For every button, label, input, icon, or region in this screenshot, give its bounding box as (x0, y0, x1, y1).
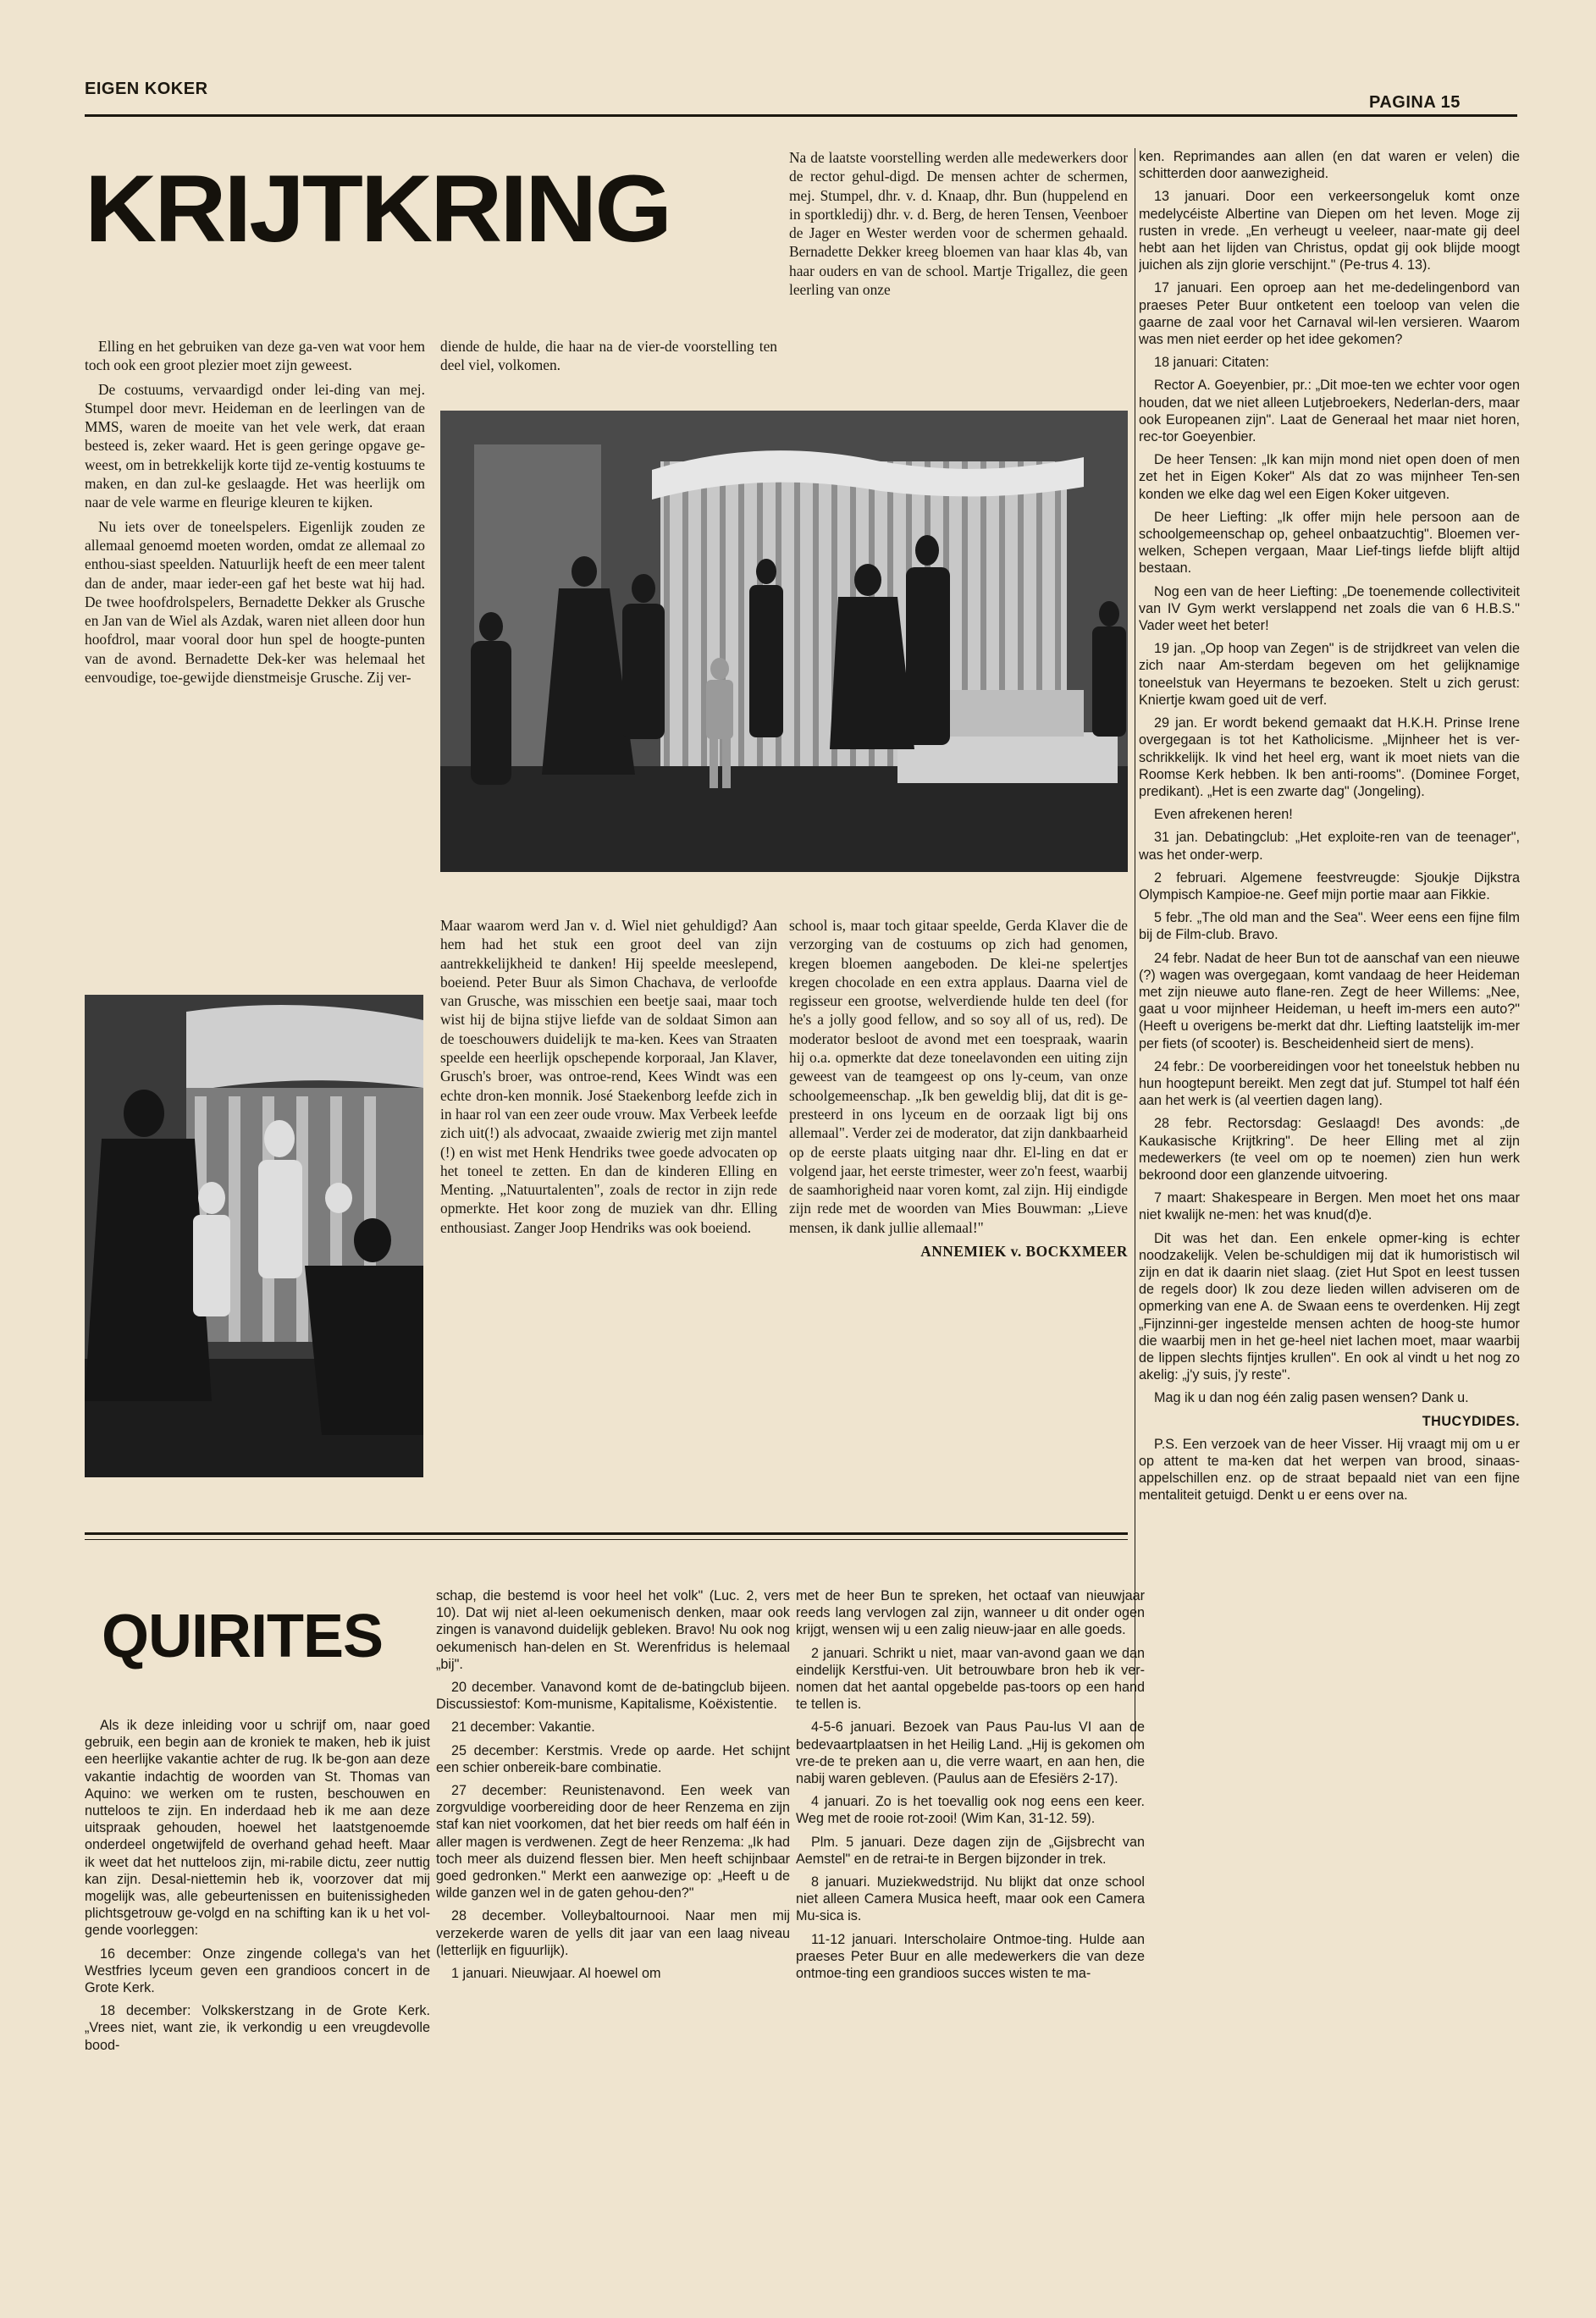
krijtkring-column-2-bottom (440, 916, 777, 1479)
paragraph: 2 februari. Algemene feestvreugde: Sjoukje Dijkstra Olympisch Kampioe-ne. Geef mijn portie maar aan Fikkie. (1139, 869, 1520, 902)
quirites-column-4 (1139, 148, 1520, 2282)
paragraph: Na de laatste voorstelling werden alle medewerkers door de rector gehul-digd. De mensen achter de schermen, mej. Stumpel, dhr. v. d. Knaap, dhr. Bun (huppelend en in sportkledij) dhr. v. d. Berg, de heren Tensen, Veenboer de Jager en Wester werden voor de schermen gehaald. Bernadette Dekker kreeg bloemen van haar klas 4b, van haar ouders en van de school. Martje Trigallez, die geen leerling van onze (789, 149, 1128, 299)
paragraph: Maar waarom werd Jan v. d. Wiel niet gehuldigd? Aan hem had het stuk een groot deel van zijn aantrekkelijkheid te danken! Hij speelde meeslepend, boeiend. Peter Buur als Simon Chachava, de verloofde van Grusche, was misschien een beetje saai, maar toch wist hij de bijna stijve liefde van de soldaat Simon aan de toeschouwers duidelijk te ma-ken. Kees van Straaten speelde een heerlijk opschepende korporaal, Jan Klaver, Grusch's broer, was ontroe-rend, Kees Windt was een echte dron-ken monnik. José Staekenborg leefde zich in in haar rol van een zeer oude vrouw. Max Verbeek leefde zich uit(!) als advocaat, zwaaide zwierig met zijn mantel (!) en wist met Henk Hendriks twee goede advocaten op het toneel te zetten. En dan de kinderen Elling en Menting. „Natuurtalenten", zoals de rector in zijn rede opmerkte. Het koor zong de muziek van dhr. Elling enthousiast. Zanger Joop Hendriks was ook boeiend. (440, 917, 777, 1236)
krijtkring-column-1 (85, 337, 425, 960)
krijtkring-column-3-top (789, 148, 1128, 388)
paragraph: 18 januari: Citaten: (1154, 355, 1269, 371)
paragraph: Nu iets over de toneelspelers. Eigenlijk zouden ze allemaal genoemd moeten worden, omdat ze allemaal zo enthou-siast speelden. Natuurlijk heeft de een meer talent dan de ander, maar ieder-een gaf het beste wat hij had. De twee hoofdrolspelers, Bernadette Dekker als Grusche en Jan van de Wiel als Azdak, waren niet alleen door hun hoofdrol, maar vooral door hun spel de hoogte-punten van de avond. Bernadette Dek-ker was helemaal het eenvoudige, toe-gewijde dienstmeisje Grusche. Zij ver- (85, 517, 425, 687)
paragraph: 5 febr. „The old man and the Sea". Weer eens een fijne film bij de Film-club. Bravo. (1139, 910, 1520, 943)
paragraph: 28 febr. Rectorsdag: Geslaagd! Des avonds: „de Kaukasische Krijtkring". De heer Elling met al zijn medewerkers (te veel om op te noemen) zien hun werk bekroond door een glanzende uitvoering. (1139, 1116, 1520, 1183)
paragraph: 27 december: Reunistenavond. Een week van zorgvuldige voorbereiding door de heer Renzema en zijn staf kan niet voorkomen, dat het bier reeds om half één in aller magen is verdwenen. Zegt de heer Renzema: „Ik had toch meer als duizend flessen bier. Men heeft schijnbaar goed gedronken." Merkt een aanwezige op: „Heeft u de wilde ganzen wel in de gaten gehou-den?" (436, 1783, 790, 1901)
header-rule (85, 114, 1517, 117)
krijtkring-column-2-top (440, 337, 777, 379)
byline-annemiek: ANNEMIEK v. BOCKXMEER (920, 1243, 1128, 1261)
paragraph: school is, maar toch gitaar speelde, Gerda Klaver die de verzorging van de costuums op zich had genomen, kregen bloemen aangeboden. De klei-ne spelertjes kregen chocolade en een extra applaus. Daarna viel de regisseur een grootse, welverdiende hulde ten deel (for he's a jolly good fellow, and so soy all of us, red). De moderator besloot de avond met een toespraak, waarin hij o.a. opmerkte dat deze toneelavonden een uiting zijn geweest van de teamgeest op ons ly-ceum, van onze schoolgemeenschap. „Ik ben geweldig blij, dat dit is ge-presteerd in ons lyceum en de oorzaak ligt bij ons allemaal". Verder zei de moderator, dat zijn dankbaarheid op de eerste plaats uitging naar dhr. El-ling en dat er volgend jaar, het eerste trimester, weer zo'n feest, waarbij de saamhorigheid naar voren komt, zal zijn. Hij eindigde zijn rede met de woorden van Mies Bouwman: „Lieve mensen, ik dank jullie allemaal!" (789, 917, 1128, 1236)
paragraph: Mag ik u dan nog één zalig pasen wensen? Dank u. (1154, 1390, 1469, 1406)
paragraph: 20 december. Vanavond komt de de-batingclub bijeen. Discussiestof: Kom-munisme, Kapitalisme, Koëxistentie. (436, 1680, 790, 1713)
paragraph: 7 maart: Shakespeare in Bergen. Men moet het ons maar niet kwalijk ne-men: het was knud(d)e. (1139, 1190, 1520, 1223)
paragraph: diende de hulde, die haar na de vier-de voorstelling ten deel viel, volkomen. (440, 338, 777, 374)
paragraph: 8 januari. Muziekwedstrijd. Nu blijkt dat onze school niet alleen Camera Musica heeft, maar ook een Camera Mu-sica is. (796, 1874, 1145, 1924)
paragraph: 4-5-6 januari. Bezoek van Paus Pau-lus VI aan de bedevaartplaatsen in het Heilig Land. „Hij is gekomen om vre-de te preken aan u, die verre waart, en aan hen, die nabij waren gebleven. (Paulus aan de Efesiërs 2-17). (796, 1719, 1145, 1787)
paragraph: 11-12 januari. Interscholaire Ontmoe-ting. Hulde aan praeses Peter Buur en alle medewerkers die van deze ontmoe-ting een grandioos succes wisten te ma- (796, 1931, 1145, 1982)
paragraph: 18 december: Volkskerstzang in de Grote Kerk. „Vrees niet, want zie, ik verkondig u een vreugdevolle bood- (85, 2003, 430, 2053)
paragraph: 17 januari. Een oproep aan het me-dedelingenbord van praeses Peter Buur ontketent een toeloop van velen die gaarne de zaal voor het Carnaval wil-len versieren. Waarom was men niet eerder op het idee gekomen? (1139, 280, 1520, 348)
paragraph: 25 december: Kerstmis. Vrede op aarde. Het schijnt een schier onbereik-bare combinatie. (436, 1742, 790, 1775)
running-head-left: EIGEN KOKER (85, 80, 208, 98)
byline-thucydides: THUCYDIDES. (1422, 1413, 1520, 1429)
krijtkring-column-3-bottom (789, 916, 1128, 1492)
paragraph: 21 december: Vakantie. (451, 1719, 595, 1736)
paragraph: Rector A. Goeyenbier, pr.: „Dit moe-ten we echter voor ogen houden, dat we niet alleen Lutjebroekers, Nederlan-ders, maar ook Europeanen zijn". Laat de Generaal het maar niet horen, rec-tor Goeyenbier. (1139, 378, 1520, 445)
paragraph: 13 januari. Door een verkeersongeluk komt onze medelycéiste Albertine van Diepen om het leven. Moge zij rusten in vrede. „En verheugt u veeleer, naar-mate gij deel hebt aan het lijden van Christus, opdat gij ook blijde moogt juichen als zijn glorie verschijnt." (Pe-trus 4. 13). (1139, 189, 1520, 273)
paragraph: 19 jan. „Op hoop van Zegen" is de strijdkreet van velen die zich naar Am-sterdam begeven om het gelijknamige toneelstuk van Heyermans te bezoeken. Stelt u zich gerust: Kniertje kwam goed uit de verf. (1139, 641, 1520, 708)
paragraph: 1 januari. Nieuwjaar. Al hoewel om (451, 1966, 661, 1982)
actors-photo-image (85, 995, 423, 1477)
paragraph: 31 jan. Debatingclub: „Het exploite-ren van de teenager", was het onder-werp. (1139, 830, 1520, 863)
paragraph: met de heer Bun te spreken, het octaaf van nieuwjaar reeds lang vervlogen zal zijn, wanneer u dit onder ogen krijgt, wensen wij u een zalig nieuw-jaar en alle goeds. (796, 1588, 1145, 1638)
paragraph: 2 januari. Schrikt u niet, maar van-avond gaan we dan eindelijk Kerstfui-ven. Uit betrouwbare bron heb ik ver-nomen dat het aantal opgebelde pas-toors op een hand te tellen is. (796, 1645, 1145, 1713)
page-number: PAGINA 15 (1369, 93, 1461, 112)
postscript: P.S. Een verzoek van de heer Visser. Hij vraagt mij om u er op attent te ma-ken dat het werpen van brood, sinaas-appelschillen enz. op de straat bepaald niet van een fijne mentaliteit getuigd. Denkt u er eens over na. (1139, 1436, 1520, 1504)
section-rule-thin (85, 1539, 1128, 1540)
paragraph: 24 febr. Nadat de heer Bun tot de aanschaf van een nieuwe (?) wagen was overgegaan, komt vandaag de heer Heideman met zijn nieuwe auto flane-ren. Zegt de heer Willems: „Nee, gaat u voor mijnheer Heideman, u heeft im-mers een auto?" (Heeft u overigens be-merkt dat dhr. Liefting laatstelijk im-mer per fiets (of scooter) is. Bescheidenheid siert de mens). (1139, 950, 1520, 1051)
article-title-quirites: QUIRITES (102, 1603, 384, 1670)
paragraph: schap, die bestemd is voor heel het volk" (Luc. 2, vers 10). Dat wij niet al-leen oekumenisch denken, maar ook zingen is vanavond duidelijk gebleken. Bravo! Nu ook nog oekumenisch han-delen en St. Werenfridus is helemaal „bij". (436, 1588, 790, 1672)
paragraph: Als ik deze inleiding voor u schrijf om, naar goed gebruik, een begin aan de kroniek te maken, heb ik juist een heerlijke vakantie achter de rug. Ik be-gon aan deze vakantie indachtig de woorden van St. Thomas van Aquino: we werken om te rusten, beschouwen en nutteloos te zijn. En inderdaad heb ik me aan deze uitspraak gehouden, hoewel het laatstgenoemde onderdeel ongetwijfeld de overhand gehad heeft. Maar ik weet dat het nutteloos zijn, mi-rabile dictu, zeer nuttig kan zijn. Desal-niettemin heb ik, voorzover dat mij mogelijk was, alle gebeurtenissen en buitenissigheden plichtsgetrouw ge-volgd en na schifting kan ik u het vol-gende voorleggen: (85, 1718, 430, 1939)
paragraph: Elling en het gebruiken van deze ga-ven wat voor hem toch ook een groot plezier moet zijn geweest. (85, 338, 425, 374)
actors-photo (85, 995, 423, 1477)
paragraph: 24 febr.: De voorbereidingen voor het toneelstuk hebben nu hun hoogtepunt bereikt. Men zegt dat juf. Stumpel tot half één aan het werk is (al veertien dagen lang). (1139, 1058, 1520, 1109)
quirites-column-2 (436, 1587, 790, 2286)
quirites-column-3 (796, 1587, 1145, 2286)
paragraph: Nog een van de heer Liefting: „De toenemende collectiviteit van IV Gym werkt verslappend net zoals die van 6 H.B.S." Vader weet het beter! (1139, 583, 1520, 634)
paragraph: 28 december. Volleybaltournooi. Naar men mij verzekerde waren de yells dit jaar van een laag niveau (letterlijk en figuurlijk). (436, 1908, 790, 1958)
paragraph: De heer Tensen: „Ik kan mijn mond niet open doen of men zet het in Eigen Koker" Als dat zo was mijnheer Ten-sen konden we elke dag wel een Eigen Koker uitgeven. (1139, 452, 1520, 502)
section-rule (85, 1532, 1128, 1535)
paragraph: 4 januari. Zo is het toevallig ook nog eens een keer. Weg met de rooie rot-zooi! (Wim Kan, 31-12. 59). (796, 1794, 1145, 1827)
paragraph: Even afrekenen heren! (1154, 807, 1293, 823)
paragraph: 16 december: Onze zingende collega's van het Westfries lyceum geven een grandioos concert in de Grote Kerk. (85, 1945, 430, 1996)
article-title-krijtkring: KRIJTKRING (85, 156, 671, 262)
paragraph: De costuums, vervaardigd onder lei-ding van mej. Stumpel door mevr. Heideman en de leerlingen van de MMS, waren de moeite van het vele werk, dat eraan besteed is, zeker waard. Het is geen geringe opgave ge-weest, om in betrekkelijk korte tijd ze-ventig kostuums te maken, en dan zul-ke geslaagde. Het was heerlijk om naar de vele warme en fleurige kleuren te kijken. (85, 380, 425, 511)
quirites-column-1 (85, 1717, 430, 2284)
paragraph: Dit was het dan. Een enkele opmer-king is echter noodzakelijk. Velen be-schuldigen mij dat ik humoristisch wil zijn en dat ik daarin niet slaag. (ziet Hut Spot en leest tussen de regels door) Ik zou deze lieden willen adviseren om de opmerking van ene A. de Swaan eens te overdenken. Hij zegt „Fijnzinni-ger ingestelde mensen achten de hoog-ste humor die waarbij men in het ge-heel niet lachen moet, maar waarbij de lippen slechts fijntjes krullen". En ook al vindt u het nog zo akelig: „j'y suis, j'y reste". (1139, 1230, 1520, 1383)
stage-photo (440, 411, 1128, 872)
paragraph: De heer Liefting: „Ik offer mijn hele persoon aan de schoolgemeenschap op, geheel onbaatzuchtig". Bloemen ver-welken, Schepen vergaan, Maar Lief-tings liefde blijft altijd bestaan. (1139, 509, 1520, 577)
paragraph: ken. Reprimandes aan allen (en dat waren er velen) die schitterden door aanwezigheid. (1139, 149, 1520, 182)
paragraph: Plm. 5 januari. Deze dagen zijn de „Gijsbrecht van Aemstel" en de retrai-te in Bergen bijzonder in trek. (796, 1834, 1145, 1867)
stage-photo-image (440, 411, 1128, 872)
paragraph: 29 jan. Er wordt bekend gemaakt dat H.K.H. Prinse Irene overgegaan is tot het Katholicisme. „Mijnheer het is ver-schrikkelijk. Ik vind het heel erg, want ik moet niets van die Roomse Kerk hebben. Ik ben anti-rooms". (Dominee Forget, predikant). „Het is een zwarte dag" (Jongeling). (1139, 715, 1520, 799)
